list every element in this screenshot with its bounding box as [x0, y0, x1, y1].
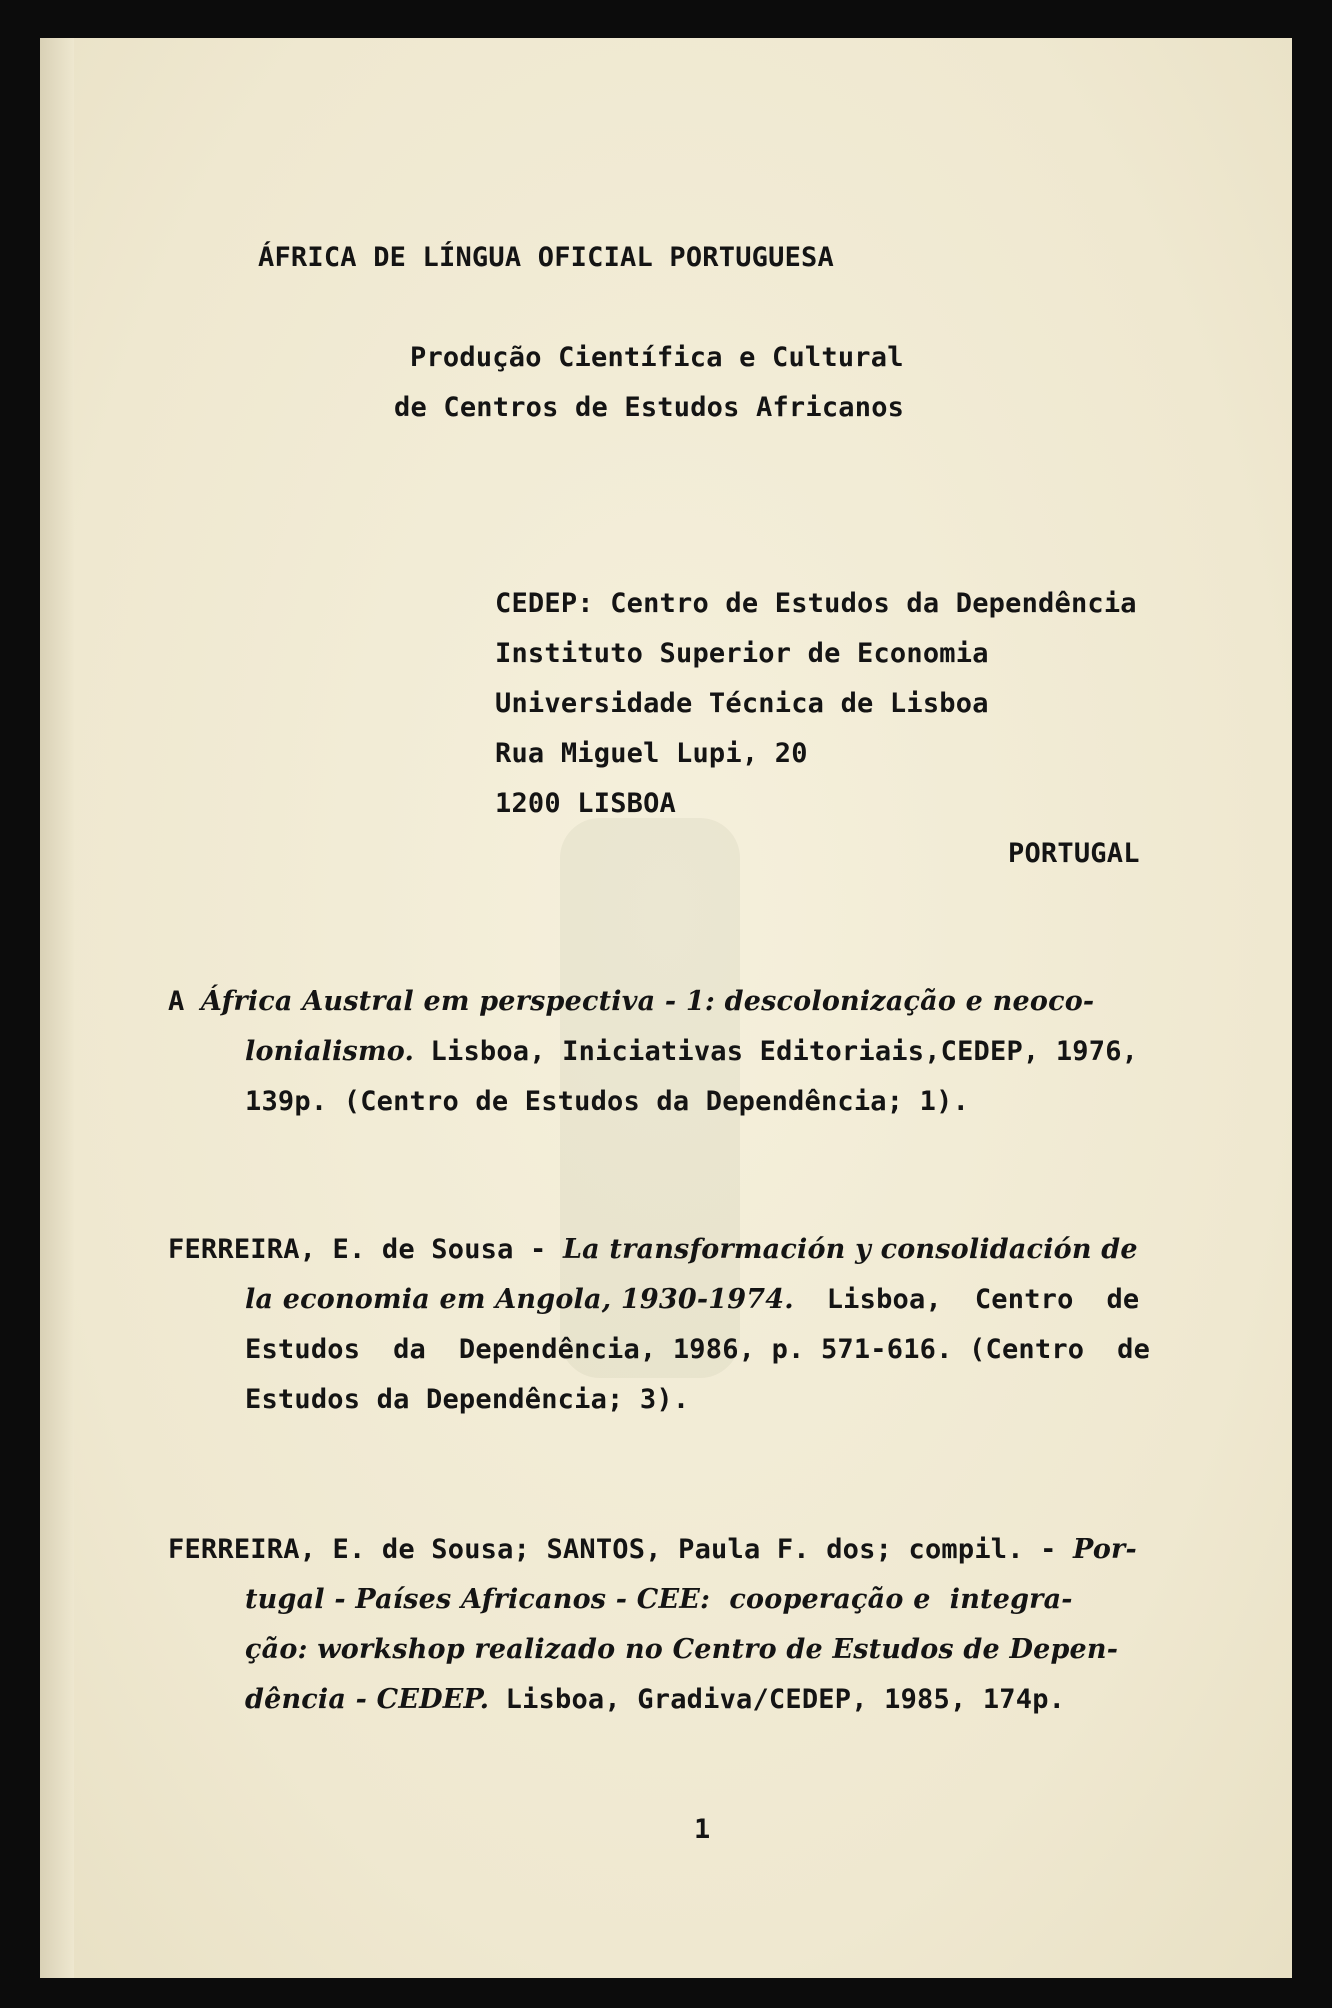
address-country: PORTUGAL	[1008, 838, 1140, 869]
entry-line	[245, 1684, 1065, 1715]
entry-publication: Lisboa, Centro de	[793, 1284, 1140, 1315]
entry-author: FERREIRA, E. de Sousa -	[168, 1234, 563, 1265]
subtitle-line-2: de Centros de Estudos Africanos	[394, 392, 905, 423]
entry-title-italic: lonialismo.	[245, 1036, 415, 1067]
address-line-4: Rua Miguel Lupi, 20	[495, 738, 808, 769]
entry-publication: Lisboa, Iniciativas Editoriais,CEDEP, 1976,	[414, 1036, 1139, 1067]
entry-title-italic: La transformación y consolidación de	[562, 1234, 1138, 1265]
entry-line: 139p. (Centro de Estudos da Dependência; 1).	[245, 1086, 970, 1117]
entry-line	[245, 1036, 1138, 1067]
entry-line	[168, 1534, 1137, 1565]
document-page	[40, 38, 1292, 1978]
entry-line: Estudos da Dependência; 3).	[245, 1384, 690, 1415]
entry-line	[245, 1284, 1139, 1315]
entry-publication: Lisboa, Gradiva/CEDEP, 1985, 174p.	[489, 1684, 1066, 1715]
subtitle-line-1: Produção Científica e Cultural	[410, 342, 904, 373]
entry-line: tugal - Países Africanos - CEE: cooperação e integra-	[245, 1584, 1073, 1615]
entry-author: A	[168, 986, 201, 1017]
page-spine-shadow	[40, 38, 74, 1978]
entry-title-italic: la economia em Angola, 1930-1974.	[245, 1284, 794, 1315]
entry-line	[168, 986, 1094, 1017]
document-title: ÁFRICA DE LÍNGUA OFICIAL PORTUGUESA	[258, 242, 834, 273]
page-number: 1	[694, 1814, 711, 1845]
address-line-3: Universidade Técnica de Lisboa	[495, 688, 989, 719]
address-line-2: Instituto Superior de Economia	[495, 638, 989, 669]
entry-title-italic: dência - CEDEP.	[245, 1684, 490, 1715]
entry-title-italic: África Austral em perspectiva - 1: descolonização e neoco-	[200, 986, 1095, 1017]
entry-line: Estudos da Dependência, 1986, p. 571-616. (Centro de	[245, 1334, 1151, 1365]
address-line-1: CEDEP: Centro de Estudos da Dependência	[495, 588, 1137, 619]
entry-line	[168, 1234, 1138, 1265]
address-line-5: 1200 LISBOA	[495, 788, 677, 819]
entry-title-italic: Por-	[1073, 1534, 1137, 1565]
entry-line: ção: workshop realizado no Centro de Estudos de Depen-	[245, 1634, 1119, 1665]
entry-author: FERREIRA, E. de Sousa; SANTOS, Paula F. dos; compil. -	[168, 1534, 1074, 1565]
